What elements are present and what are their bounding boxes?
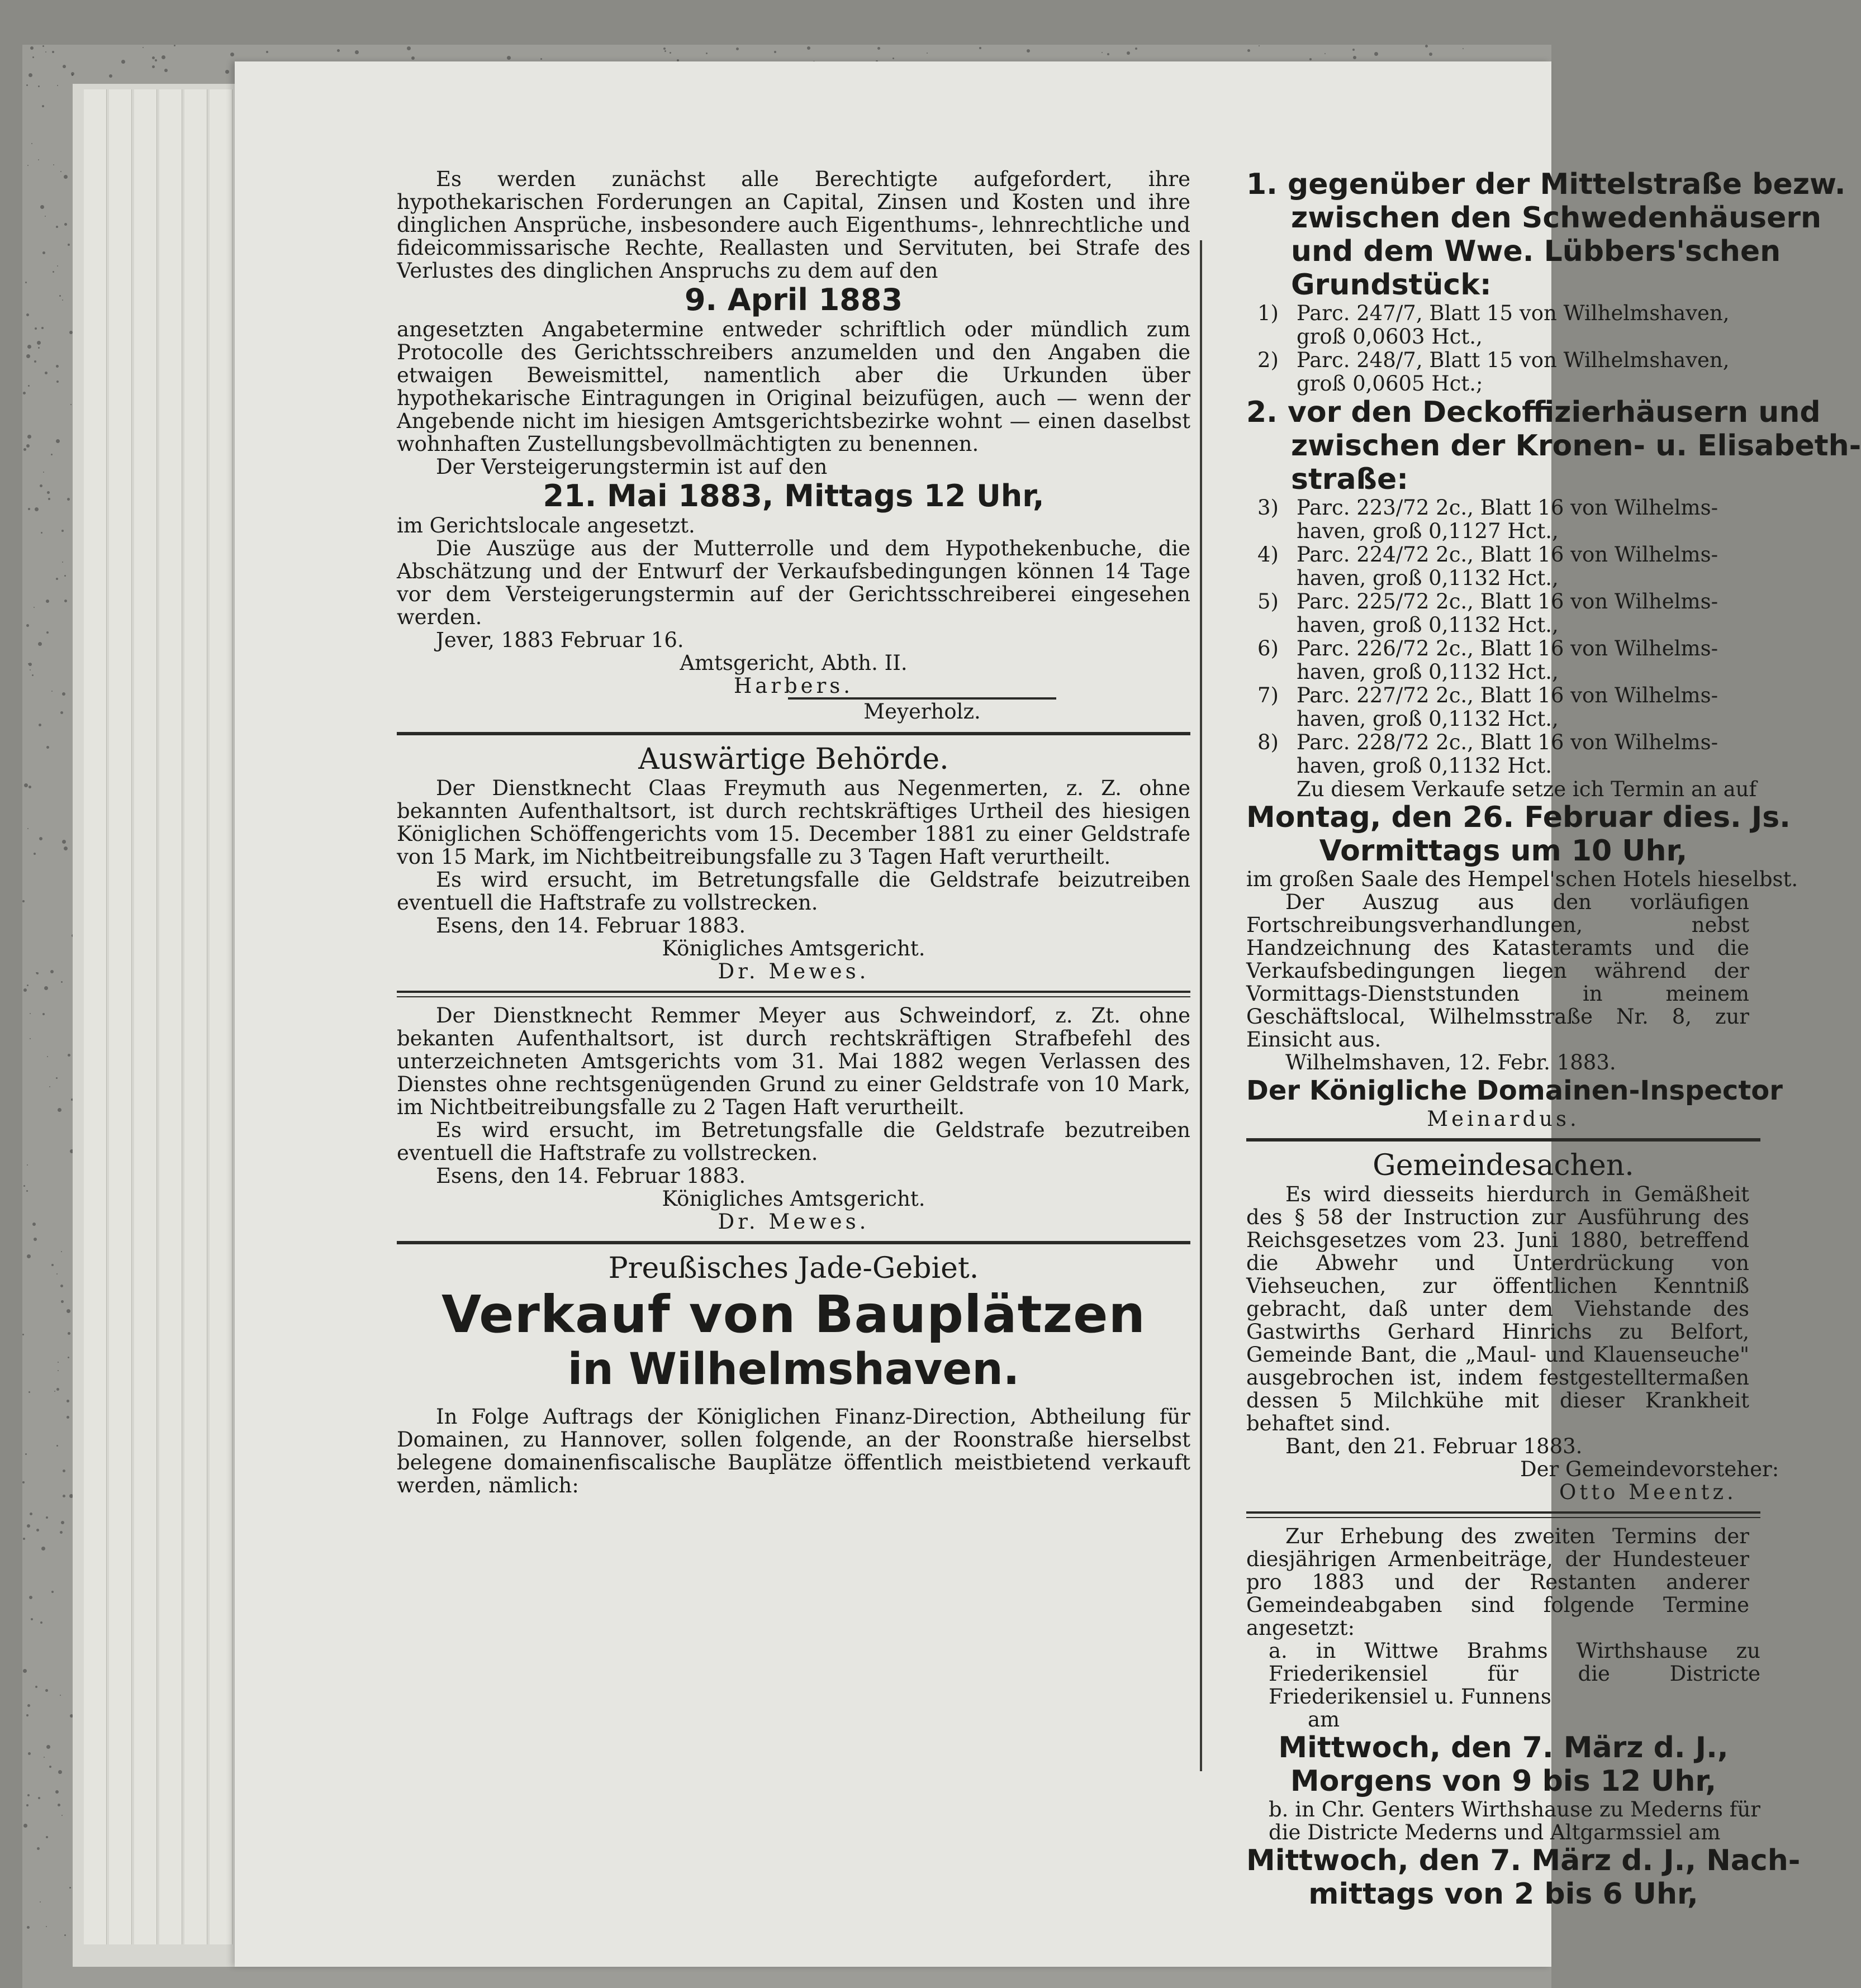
background-speck [56, 439, 60, 443]
background-speck [23, 1824, 27, 1828]
background-speck [34, 607, 35, 608]
background-speck [59, 295, 61, 297]
background-speck [411, 56, 415, 60]
vorsteher-name: Otto Meentz. [1559, 1480, 1737, 1504]
page-edge [84, 89, 107, 1944]
background-speck [67, 498, 70, 501]
background-speck [56, 1273, 58, 1274]
column-divider [1200, 240, 1202, 1771]
notice-divider [1246, 1511, 1760, 1518]
termin-time: Vormittags um 10 Uhr, [1319, 834, 1688, 868]
background-speck [56, 1388, 59, 1391]
gemeinde-heading: Gemeindesachen. [1373, 1149, 1634, 1182]
page-edge [159, 89, 182, 1944]
background-speck [23, 1185, 25, 1187]
background-speck [29, 73, 32, 77]
background-speck [68, 244, 70, 246]
background-speck [121, 60, 125, 64]
background-speck [27, 1254, 31, 1258]
background-speck [41, 327, 44, 329]
background-speck [56, 1077, 58, 1079]
background-speck [38, 159, 39, 160]
background-speck [46, 600, 49, 603]
parcel-entry-size: haven, groß 0,1132 Hct., [1297, 566, 1559, 590]
background-speck [56, 578, 58, 580]
background-speck [61, 1521, 64, 1524]
background-speck [62, 840, 66, 844]
background-speck [30, 1013, 31, 1014]
background-speck [61, 1815, 63, 1816]
background-speck [23, 988, 27, 992]
notice-2-place: Esens, den 14. Februar 1883. [436, 1164, 746, 1188]
background-speck [927, 53, 928, 54]
background-speck [37, 1847, 40, 1850]
gerichtslocale-line: im Gerichtslocale angesetzt. [397, 513, 695, 538]
background-speck [540, 58, 542, 60]
background-speck [26, 624, 29, 627]
background-speck [26, 1714, 29, 1716]
background-speck [40, 1621, 42, 1624]
background-speck [45, 51, 46, 53]
background-speck [72, 74, 73, 76]
background-speck [60, 711, 63, 714]
item-b: b. in Chr. Genters Wirthshause zu Mederns für die Districte Mederns und Altgarmssiel am [1269, 1797, 1760, 1844]
background-speck [36, 1529, 39, 1532]
background-speck [1102, 52, 1103, 53]
parcel-entry-size: haven, groß 0,1132 Hct., [1297, 707, 1559, 731]
background-speck [27, 828, 29, 829]
background-speck [62, 299, 63, 301]
background-speck [736, 47, 739, 50]
background-speck [40, 205, 44, 209]
notice-2-signature: Dr. Mewes. [718, 1210, 870, 1234]
item-1-heading-a: 1. gegenüber der Mittelstraße bezw. [1246, 168, 1846, 201]
background-speck [23, 1669, 27, 1673]
background-speck [664, 50, 666, 52]
background-speck [152, 56, 155, 59]
background-speck [47, 491, 50, 494]
background-speck [29, 786, 31, 788]
background-speck [143, 47, 144, 48]
background-speck [38, 347, 40, 349]
background-speck [30, 669, 31, 670]
background-speck [44, 986, 48, 990]
background-speck [39, 724, 41, 726]
background-speck [41, 1547, 45, 1551]
parcel-entry: 1) Parc. 247/7, Blatt 15 von Wilhelmshaven, [1257, 301, 1730, 325]
background-speck [164, 69, 168, 72]
background-speck [67, 1309, 70, 1313]
background-speck [46, 746, 49, 749]
background-speck [38, 642, 42, 646]
background-speck [23, 392, 26, 394]
background-speck [68, 1357, 69, 1358]
background-speck [28, 1752, 31, 1755]
background-speck [38, 1797, 40, 1799]
background-speck [155, 59, 157, 61]
background-speck [1259, 45, 1260, 46]
left-column [397, 168, 1190, 1497]
erhebung-paragraph: Zur Erhebung des zweiten Termins der diesjährigen Armenbeiträge, der Hundesteuer pro 1883 und der Restanten anderer Gemeindeabgaben sind folgende Termine angesetzt: [1246, 1524, 1749, 1640]
background-speck [1463, 48, 1464, 49]
parcel-entry-size: haven, groß 0,1132 Hct. [1297, 754, 1553, 778]
background-speck [26, 1804, 29, 1806]
background-speck [26, 84, 28, 86]
verkauf-paragraph: In Folge Auftrags der Königlichen Finanz-Direction, Abtheilung für Domainen, zu Hannover, sollen folgende, an der Roonstraße hierselbst belegene domainenfiscalische Bauplätze öffentlich meistbietend verkauft werden, nämlich: [397, 1405, 1190, 1497]
notice-2-request: Es wird ersucht, im Betretungsfalle die Geldstrafe bezutreiben eventuell die Haftstrafe zu vollstrecken. [397, 1118, 1190, 1165]
background-speck [29, 663, 32, 666]
background-speck [337, 49, 340, 52]
background-speck [1127, 51, 1130, 55]
newspaper-page [235, 61, 1861, 1967]
background-speck [1324, 53, 1326, 54]
background-speck [51, 1591, 54, 1593]
background-speck [68, 1054, 70, 1057]
item-a-am: am [1308, 1708, 1340, 1732]
background-speck [60, 1695, 61, 1696]
auszuege-paragraph: Die Auszüge aus der Mutterrolle und dem Hypothekenbuche, die Abschätzung und der Entwurf der Verkaufsbedingungen können 14 Tage vor dem Versteigerungstermin auf der Gerichtsschreiberei eingesehen werden. [397, 536, 1190, 629]
background-speck [41, 532, 42, 534]
parcel-entry-size: haven, groß 0,1132 Hct., [1297, 613, 1559, 637]
background-speck [35, 327, 37, 330]
intro-paragraph: Es werden zunächst alle Berechtigte aufgefordert, ihre hypothekarischen Forderungen an Capital, Zinsen und Kosten und ihre dinglichen Ansprüche, insbesondere auch Eigenthums-, lehnrechtliche und fideicommissarische Rechte, Reallasten und Servituten, bei Strafe des Verlustes des dinglichen Anspruchs zu dem auf den [397, 167, 1190, 283]
jever-date: Jever, 1883 Februar 16. [436, 628, 684, 652]
background-speck [225, 70, 229, 74]
background-speck [27, 165, 29, 166]
background-speck [61, 981, 63, 983]
background-speck [27, 1164, 28, 1166]
parcel-list-1 [1246, 302, 1760, 396]
background-speck [46, 1745, 50, 1749]
background-speck [32, 674, 34, 676]
item-2-heading-a: 2. vor den Deckoffizierhäusern und [1246, 396, 1821, 429]
background-speck [69, 1887, 71, 1889]
notice-divider [397, 991, 1190, 997]
notice-1: Der Dienstknecht Claas Freymuth aus Negenmerten, z. Z. ohne bekannten Aufenthaltsort, ist durch rechtskräftiges Urtheil des hiesigen Königlichen Schöffengerichts vom 15. December 1881 zu einer Geldstrafe von 15 Mark, im Nichtbeitreibungsfalle zu 3 Tagen Haft verurtheilt. [397, 776, 1190, 869]
background-speck [70, 404, 72, 405]
item-1-heading-b: zwischen den Schwedenhäusern [1291, 201, 1822, 235]
item-b-time: mittags von 2 bis 6 Uhr, [1308, 1877, 1698, 1911]
background-speck [49, 1766, 51, 1768]
background-speck [25, 282, 27, 283]
parcel-entry: 8) Parc. 228/72 2c., Blatt 16 von Wilhelms- [1257, 730, 1718, 754]
background-speck [67, 1416, 69, 1419]
background-speck [49, 1086, 50, 1087]
notice-1-place: Esens, den 14. Februar 1883. [436, 914, 746, 938]
verkauf-heading: Verkauf von Bauplätzen [441, 1285, 1146, 1344]
background-speck [34, 853, 36, 855]
background-speck [36, 972, 37, 973]
page-edge [210, 89, 232, 1944]
background-speck [152, 65, 155, 68]
item-a-date: Mittwoch, den 7. März d. J., [1278, 1731, 1729, 1765]
background-speck [1027, 49, 1030, 53]
background-speck [63, 1495, 65, 1497]
background-speck [706, 53, 708, 54]
background-speck [64, 175, 68, 179]
inspector-name: Meinardus. [1427, 1107, 1580, 1131]
background-speck [56, 226, 58, 228]
background-speck [24, 783, 28, 787]
notice-1-signature: Dr. Mewes. [718, 959, 870, 983]
background-speck [40, 1901, 41, 1903]
background-speck [35, 507, 39, 511]
background-speck [27, 435, 31, 439]
background-speck [52, 51, 54, 53]
background-speck [51, 691, 53, 692]
notice-1-request: Es wird ersucht, im Betretungsfalle die Geldstrafe beizutreiben eventuell die Haftstrafe zu vollstrecken. [397, 868, 1190, 915]
background-speck [64, 600, 67, 602]
background-speck [57, 85, 58, 86]
court-name: Amtsgericht, Abth. II. [680, 651, 908, 675]
background-speck [34, 1238, 37, 1241]
background-speck [1309, 58, 1312, 60]
section-divider [397, 1241, 1190, 1244]
background-speck [67, 1400, 69, 1402]
background-speck [53, 271, 54, 273]
background-speck [32, 56, 34, 58]
parcel-list-2 [1246, 496, 1760, 778]
background-speck [50, 970, 54, 973]
background-speck [23, 1538, 25, 1540]
background-speck [42, 251, 45, 254]
background-speck [35, 1686, 37, 1688]
background-speck [30, 46, 34, 50]
parcel-entry: 6) Parc. 226/72 2c., Blatt 16 von Wilhelms- [1257, 636, 1718, 660]
background-speck [877, 47, 880, 50]
background-speck [62, 692, 65, 696]
termin-date: Montag, den 26. Februar dies. Js. [1246, 801, 1791, 834]
background-speck [30, 1513, 32, 1515]
background-speck [1429, 53, 1432, 56]
background-speck [774, 51, 776, 53]
parcel-entry: 4) Parc. 224/72 2c., Blatt 16 von Wilhelms- [1257, 543, 1718, 567]
item-1-heading-c: und dem Wwe. Lübbers'schen [1291, 235, 1781, 268]
background-speck [31, 143, 32, 144]
background-speck [57, 265, 58, 267]
background-speck [51, 1264, 54, 1266]
background-speck [38, 85, 40, 87]
background-speck [28, 385, 30, 387]
april-date: 9. April 1883 [684, 282, 903, 317]
termin-paragraph: angesetzten Angabetermine entweder schriftlich oder mündlich zum Protocolle des Gerichtsschreibers anzumelden und den Angaben die etwaigen Beweismittel, namentlich aber die Urkunden über hypothekarische Eintragungen in Original beizufügen, auch — wenn der Angebende nicht im hiesigen Amtsgerichtsbezirke wohnt — einen daselbst wohnhaften Zustellungsbevollmächtigten zu benennen. [397, 317, 1190, 456]
background-speck [46, 1926, 47, 1927]
background-speck [63, 65, 66, 68]
termin-place: im großen Saale des Hempel'schen Hotels hieselbst. [1246, 867, 1798, 891]
gemeinde-paragraph: Es wird diesseits hierdurch in Gemäßheit des § 58 der Instruction zur Ausführung des Reichsgesetzes vom 23. Juni 1880, betreffend die Abwehr und Unterdrückung von Viehseuchen, zur öffentlichen Kenntniß gebracht, daß unter dem Viehstande des Gastwirths Gerhard Hinrichs zu Belfort, Gemeinde Bant, die „Maul- und Klauenseuche" ausgebrochen ist, indem festgestelltermaßen dessen 5 Milchkühe mit dieser Krankheit behaftet sind. [1246, 1182, 1749, 1435]
notice-2-court: Königliches Amtsgericht. [662, 1187, 925, 1211]
background-speck [23, 448, 26, 451]
background-speck [60, 1531, 63, 1534]
background-speck [45, 216, 46, 217]
background-speck [1425, 45, 1428, 47]
background-speck [60, 171, 61, 172]
auszug-paragraph: Der Auszug aus den vorläufigen Fortschreibungsverhandlungen, nebst Handzeichnung des Katasteramts und die Verkaufsbedingungen liegen während der Vormittags-Dienststunden in meinem Geschäftslocal, Wilhelmsstraße Nr. 8, zur Einsicht aus. [1246, 890, 1749, 1052]
background-speck [64, 846, 68, 850]
background-speck [54, 1391, 55, 1392]
background-speck [61, 530, 64, 532]
inspector-title: Der Königliche Domainen-Inspector [1246, 1075, 1783, 1106]
background-speck [62, 562, 63, 563]
parcel-entry: 3) Parc. 223/72 2c., Blatt 16 von Wilhelms- [1257, 496, 1718, 520]
background-speck [45, 1689, 48, 1692]
background-speck [58, 1770, 62, 1774]
vorsteher-title: Der Gemeindevorsteher: [1520, 1457, 1779, 1481]
background-speck [42, 45, 44, 47]
background-speck [355, 50, 359, 54]
notice-2: Der Dienstknecht Remmer Meyer aus Schweindorf, z. Zt. ohne bekanten Aufenthaltsort, ist durch rechtskräftigen Strafbefehl des unterzeichneten Amtsgerichts vom 31. Mai 1882 wegen Verlassen des Dienstes ohne rechtsgenügenden Grund zu einer Geldstrafe von 10 Mark, im Nichtbeitreibungsfalle zu 2 Tagen Haft verurtheilt. [397, 1003, 1190, 1119]
section-divider [1246, 1138, 1760, 1142]
background-speck [48, 498, 50, 500]
background-speck [42, 105, 44, 107]
item-2-heading-c: straße: [1291, 463, 1409, 496]
parcel-entry-size: groß 0,0605 Hct.; [1297, 372, 1483, 396]
background-speck [64, 223, 67, 226]
parcel-entry: 7) Parc. 227/72 2c., Blatt 16 von Wilhelms- [1257, 683, 1718, 707]
notice-1-court: Königliches Amtsgericht. [662, 936, 925, 960]
background-speck [60, 1285, 63, 1287]
background-speck [1135, 47, 1137, 50]
background-speck [61, 1300, 64, 1303]
item-a-time: Morgens von 9 bis 12 Uhr, [1290, 1765, 1717, 1798]
background-speck [68, 1332, 70, 1335]
right-column [1246, 168, 1861, 1911]
background-speck [230, 53, 234, 56]
background-speck [40, 484, 42, 487]
background-speck [1374, 52, 1378, 56]
item-b-date: Mittwoch, den 7. März d. J., Nach- [1246, 1844, 1801, 1877]
termin-intro: Zu diesem Verkaufe setze ich Termin an auf [1297, 777, 1757, 801]
page-edge [184, 89, 207, 1944]
background-speck [46, 631, 49, 634]
background-speck [43, 472, 44, 473]
background-speck [46, 1836, 48, 1838]
background-speck [61, 1251, 62, 1252]
item-2-heading-b: zwischen der Kronen- u. Elisabeth- [1291, 429, 1861, 463]
background-speck [979, 47, 981, 49]
background-speck [56, 381, 59, 383]
item-1-heading-d: Grundstück: [1291, 268, 1492, 302]
background-speck [109, 74, 112, 78]
wilhelmshaven-heading: in Wilhelmshaven. [567, 1344, 1020, 1395]
background-speck [670, 52, 671, 54]
background-speck [26, 354, 30, 358]
background-speck [32, 1223, 36, 1226]
background-speck [26, 444, 30, 448]
background-speck [27, 1524, 30, 1528]
parcel-entry: 5) Parc. 225/72 2c., Blatt 16 von Wilhelms- [1257, 589, 1718, 613]
background-speck [22, 900, 25, 902]
background-speck [42, 1013, 45, 1015]
versteigerung-line: Der Versteigerungstermin ist auf den [436, 455, 828, 479]
background-speck [30, 1038, 31, 1039]
background-speck [266, 51, 268, 53]
background-speck [55, 1790, 59, 1794]
background-speck [45, 372, 48, 374]
background-speck [507, 56, 511, 60]
parcel-entry-size: haven, groß 0,1127 Hct., [1297, 519, 1559, 543]
background-speck [63, 1469, 65, 1472]
background-speck [26, 313, 29, 316]
background-speck [29, 1391, 30, 1393]
background-speck [27, 1794, 30, 1796]
background-speck [22, 1481, 25, 1483]
background-speck [807, 46, 810, 50]
page-edge [109, 89, 132, 1944]
section-divider [397, 732, 1190, 735]
clerk-signature: Meyerholz. [788, 697, 1056, 724]
judge-name: Harbers. [733, 674, 854, 698]
background-speck [56, 365, 59, 368]
background-speck [64, 575, 66, 577]
background-speck [58, 1108, 61, 1112]
mai-date: 21. Mai 1883, Mittags 12 Uhr, [543, 478, 1045, 513]
background-speck [1353, 56, 1356, 59]
background-speck [25, 1453, 27, 1455]
jade-heading: Preußisches Jade-Gebiet. [608, 1252, 979, 1285]
item-a: a. in Wittwe Brahms Wirthshause zu Friederikensiel für die Districte Friederikensiel u. Funnens [1269, 1639, 1760, 1709]
background-speck [1352, 49, 1355, 51]
background-speck [58, 1370, 59, 1371]
background-speck [162, 55, 165, 59]
background-speck [31, 1618, 33, 1620]
background-speck [58, 1362, 59, 1363]
background-speck [34, 360, 36, 363]
background-speck [27, 1704, 30, 1707]
background-speck [46, 1516, 48, 1519]
parcel-entry-size: groß 0,0603 Hct., [1297, 325, 1483, 349]
background-speck [56, 1445, 58, 1447]
background-speck [44, 1757, 45, 1758]
bant-date: Bant, den 21. Februar 1883. [1285, 1434, 1583, 1458]
background-speck [51, 454, 53, 455]
background-speck [22, 1334, 24, 1335]
background-speck [39, 837, 42, 840]
background-speck [27, 345, 31, 349]
page-edge [134, 89, 157, 1944]
background-speck [29, 1596, 32, 1599]
background-speck [28, 508, 30, 510]
background-speck [47, 1056, 48, 1057]
background-speck [174, 45, 175, 46]
parcel-entry: 2) Parc. 248/7, Blatt 15 von Wilhelmshaven, [1257, 348, 1730, 372]
background-speck [892, 58, 894, 59]
background-speck [26, 1190, 28, 1192]
background-speck [53, 164, 54, 165]
background-speck [407, 46, 411, 50]
background-speck [1247, 49, 1250, 52]
wilhelmshaven-date: Wilhelmshaven, 12. Febr. 1883. [1285, 1050, 1616, 1074]
parcel-entry-size: haven, groß 0,1132 Hct., [1297, 660, 1559, 684]
section-heading: Auswärtige Behörde. [638, 743, 949, 776]
background-speck [64, 1934, 66, 1936]
background-speck [37, 341, 41, 345]
background-speck [663, 47, 666, 50]
background-speck [27, 1926, 30, 1929]
background-speck [27, 985, 29, 986]
background-speck [58, 1804, 60, 1806]
background-speck [1107, 53, 1109, 55]
